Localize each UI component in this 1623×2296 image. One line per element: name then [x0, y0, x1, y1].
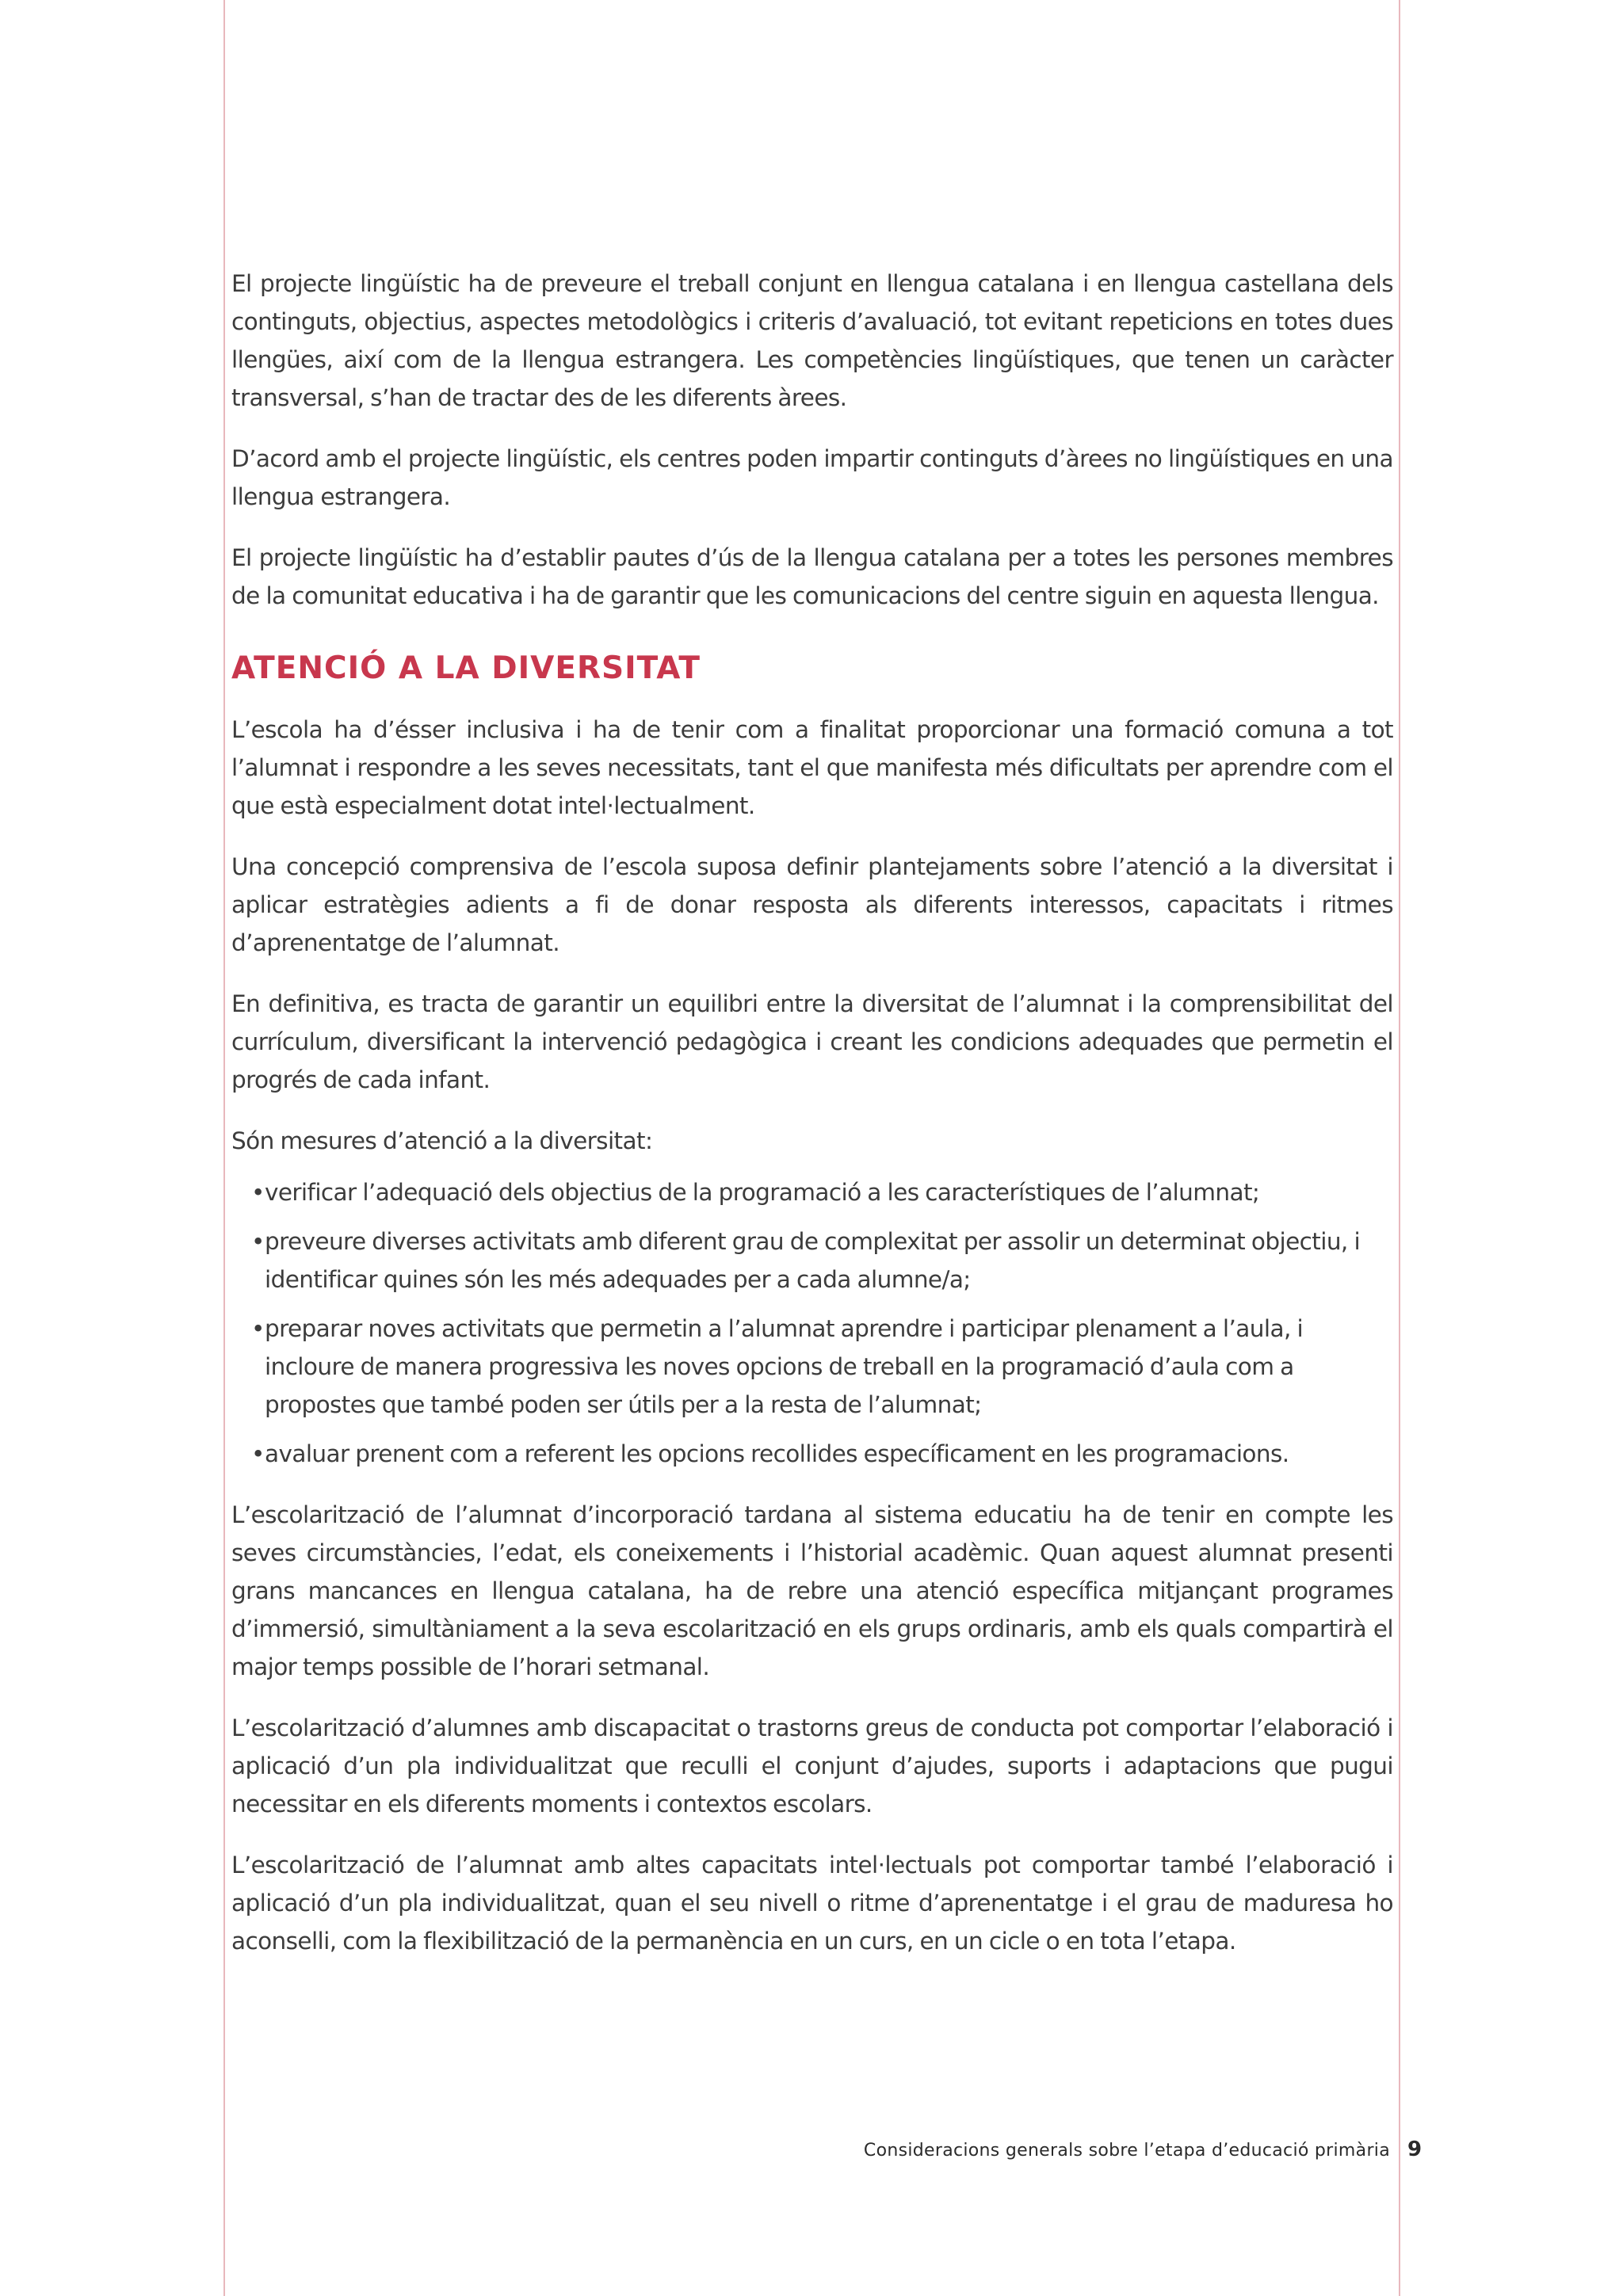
diversity-measures-list [231, 1173, 1393, 1473]
paragraph: L’escola ha d’ésser inclusiva i ha de tenir com a finalitat proporcionar una formació comuna a tot l’alumnat i respondre a les seves necessitats, tant el que manifesta més dificultats per aprendre com el que està especialment dotat intel·lectualment. [231, 716, 1393, 819]
right-margin-rule [1399, 0, 1400, 2296]
bullet-marker: • [251, 1315, 265, 1342]
bullet-list-intro: Són mesures d’atenció a la diversitat: [231, 1127, 653, 1154]
list-item-text: verificar l’adequació dels objectius de la programació a les característiques de l’alumnat; [265, 1179, 1260, 1206]
paragraph: L’escolarització de l’alumnat amb altes capacitats intel·lectuals pot comportar també l’elaboració i aplicació d’un pla individualitzat, quan el seu nivell o ritme d’aprenentatge i el grau de maduresa ho aconselli, com la flexibilització de la permanència en un curs, en un cicle o en tota l’etapa. [231, 1852, 1393, 1955]
paragraph: En definitiva, es tracta de garantir un equilibri entre la diversitat de l’alumnat i la comprensibilitat del currículum, diversificant la intervenció pedagògica i creant les condicions adequades que permetin el progrés de cada infant. [231, 990, 1393, 1093]
list-item-text: preparar noves activitats que permetin a l’alumnat aprendre i participar plenament a l’aula, i incloure de manera progressiva les noves opcions de treball en la programació d’aula com a propostes que també poden ser útils per a la resta de l’alumnat; [265, 1315, 1304, 1418]
left-margin-rule [223, 0, 225, 2296]
bullet-marker: • [251, 1179, 265, 1206]
paragraph: L’escolarització de l’alumnat d’incorporació tardana al sistema educatiu ha de tenir en compte les seves circumstàncies, l’edat, els coneixements i l’historial acadèmic. Quan aquest alumnat presenti grans mancances en llengua catalana, ha de rebre una atenció específica mitjançant programes d’immersió, simultàniament a la seva escolarització en els grups ordinaris, amb els quals compartirà el major temps possible de l’horari setmanal. [231, 1501, 1393, 1680]
page-number: 9 [1407, 2138, 1423, 2161]
running-footer-title: Consideracions generals sobre l’etapa d’educació primària [863, 2141, 1390, 2161]
bullet-marker: • [251, 1440, 265, 1467]
list-item [251, 1435, 1374, 1473]
paragraph: El projecte lingüístic ha d’establir pautes d’ús de la llengua catalana per a totes les persones membres de la comunitat educativa i ha de garantir que les comunicacions del centre siguin en aquesta llengua. [231, 544, 1393, 609]
list-item [251, 1222, 1374, 1299]
list-item [251, 1310, 1374, 1424]
page-body [231, 265, 1393, 1983]
paragraph: D’acord amb el projecte lingüístic, els centres poden impartir continguts d’àrees no lingüístiques en una llengua estrangera. [231, 445, 1393, 510]
section-heading: ATENCIÓ A LA DIVERSITAT [231, 650, 701, 686]
paragraph: L’escolarització d’alumnes amb discapacitat o trastorns greus de conducta pot comportar l’elaboració i aplicació d’un pla individualitzat que reculli el conjunt d’ajudes, suports i adaptacions que pugui necessitar en els diferents moments i contextos escolars. [231, 1714, 1393, 1817]
bullet-marker: • [251, 1228, 265, 1255]
list-item-text: avaluar prenent com a referent les opcions recollides específicament en les programacions. [265, 1440, 1289, 1467]
paragraph: Una concepció comprensiva de l’escola suposa definir plantejaments sobre l’atenció a la diversitat i aplicar estratègies adients a fi de donar resposta als diferents interessos, capacitats i ritmes d’aprenentatge de l’alumnat. [231, 853, 1393, 956]
paragraph: El projecte lingüístic ha de preveure el treball conjunt en llengua catalana i en llengua castellana dels continguts, objectius, aspectes metodològics i criteris d’avaluació, tot evitant repeticions en totes dues llengües, així com de la llengua estrangera. Les competències lingüístiques, que tenen un caràcter transversal, s’han de tractar des de les diferents àrees. [231, 270, 1393, 411]
list-item [251, 1173, 1374, 1211]
list-item-text: preveure diverses activitats amb diferent grau de complexitat per assolir un determinat objectiu, i identificar quines són les més adequades per a cada alumne/a; [265, 1228, 1361, 1293]
